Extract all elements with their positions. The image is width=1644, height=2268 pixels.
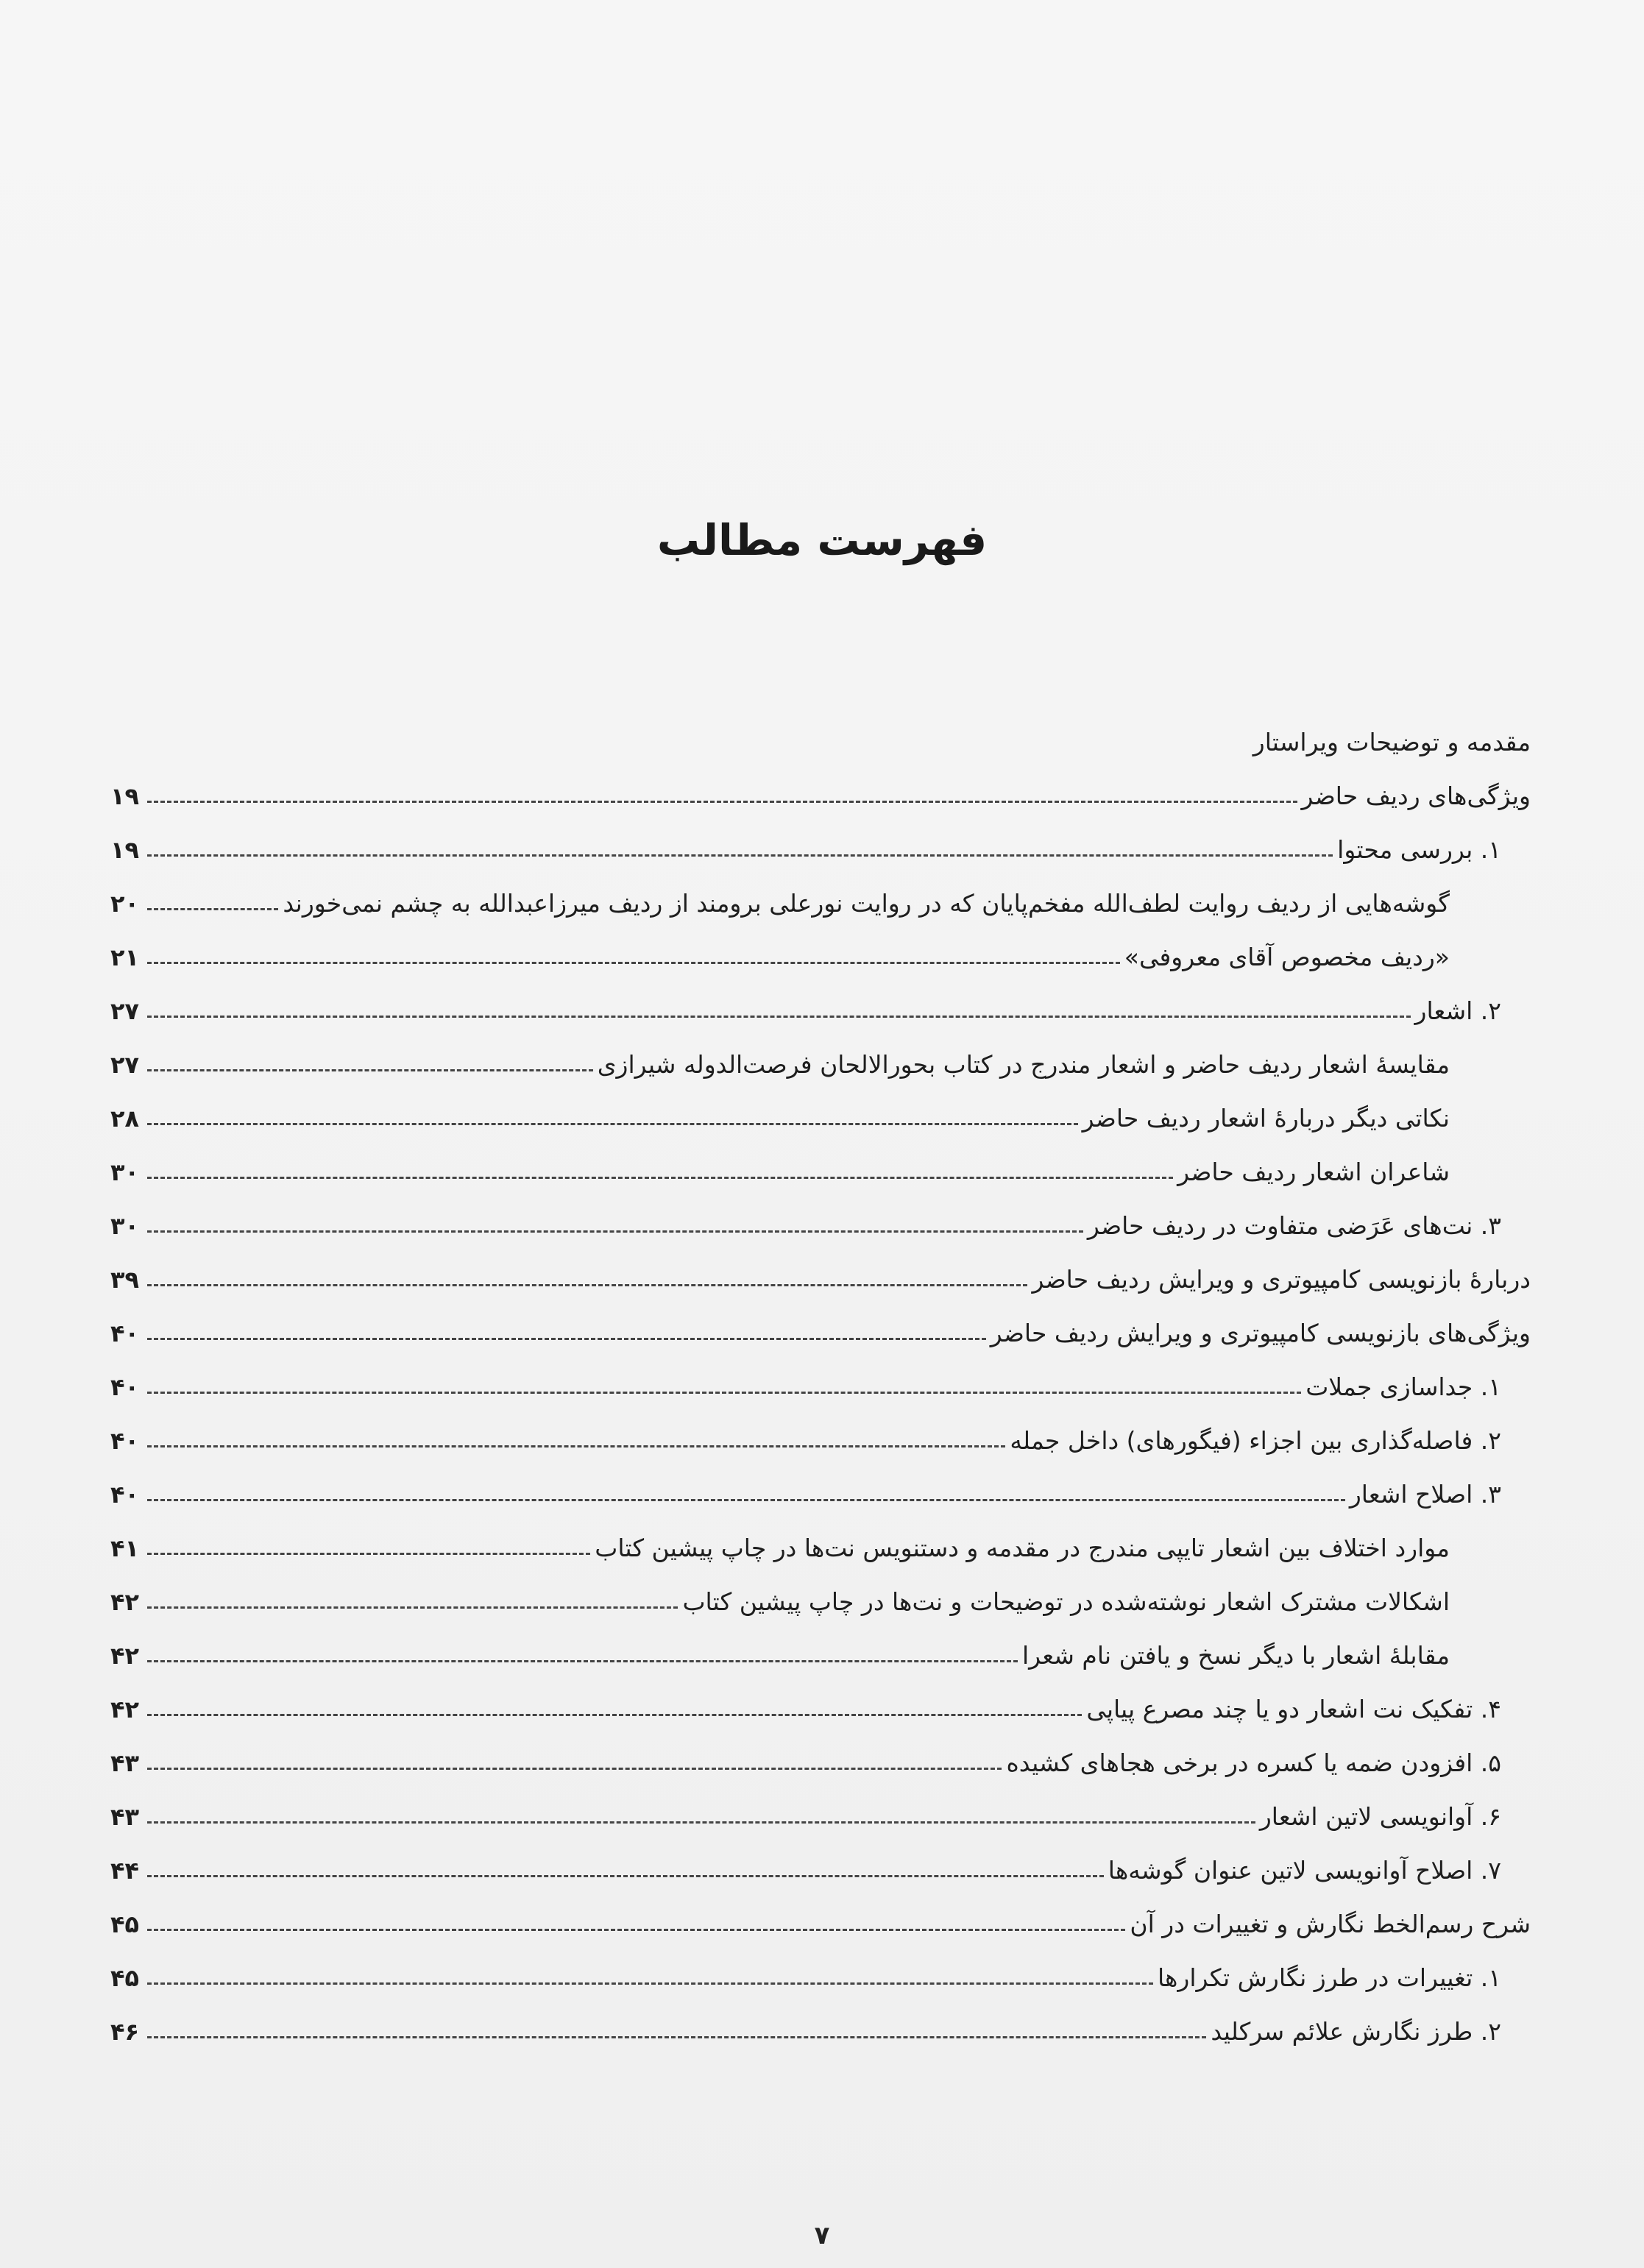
toc-entry[interactable] bbox=[110, 1360, 1531, 1414]
table-of-contents bbox=[110, 715, 1531, 2058]
dotted-leader bbox=[147, 1821, 1255, 1824]
toc-entry[interactable] bbox=[110, 769, 1531, 823]
page-title: فهرست مطالب bbox=[656, 515, 988, 565]
toc-entry[interactable] bbox=[110, 1038, 1531, 1091]
toc-entry-label: مقابلهٔ اشعار با دیگر نسخ و یافتن نام شعرا bbox=[1022, 1641, 1450, 1670]
toc-entry-page: ۱۹ bbox=[110, 782, 140, 810]
toc-entry-label: ۳. اصلاح اشعار bbox=[1349, 1480, 1501, 1509]
toc-entry-page: ۲۸ bbox=[110, 1104, 140, 1133]
dotted-leader bbox=[147, 1445, 1005, 1447]
toc-entry-page: ۳۹ bbox=[110, 1265, 140, 1294]
toc-entry-label: ویژگی‌های بازنویسی کامپیوتری و ویرایش ردیف حاضر bbox=[990, 1319, 1531, 1347]
toc-entry-page: ۱۹ bbox=[110, 835, 140, 864]
toc-entry-page: ۴۱ bbox=[110, 1534, 140, 1562]
dotted-leader bbox=[147, 854, 1333, 857]
toc-entry-page: ۴۰ bbox=[110, 1372, 140, 1401]
toc-entry-label: موارد اختلاف بین اشعار تایپی مندرج در مقدمه و دستنویس نت‌ها در چاپ پیشین کتاب bbox=[595, 1534, 1450, 1562]
toc-entry[interactable] bbox=[110, 1951, 1531, 2005]
dotted-leader bbox=[147, 1982, 1153, 1985]
toc-entry-label: ۲. طرز نگارش علائم سرکلید bbox=[1211, 2017, 1501, 2046]
toc-entry-page: ۴۰ bbox=[110, 1426, 140, 1455]
toc-entry-label: ۲. اشعار bbox=[1414, 996, 1501, 1025]
toc-entry-label: اشکالات مشترک اشعار نوشته‌شده در توضیحات و نت‌ها در چاپ پیشین کتاب bbox=[682, 1587, 1450, 1616]
toc-entry-page: ۴۲ bbox=[110, 1641, 140, 1670]
dotted-leader bbox=[147, 1553, 590, 1555]
toc-entry-page: ۲۰ bbox=[110, 889, 140, 918]
toc-entry[interactable] bbox=[110, 715, 1531, 769]
toc-entry-page: ۲۷ bbox=[110, 1050, 140, 1079]
dotted-leader bbox=[147, 1338, 986, 1340]
toc-entry-label: شاعران اشعار ردیف حاضر bbox=[1177, 1158, 1450, 1186]
toc-entry[interactable] bbox=[110, 1736, 1531, 1790]
toc-entry[interactable] bbox=[110, 1306, 1531, 1360]
toc-entry-label: مقدمه و توضیحات ویراستار bbox=[1253, 728, 1531, 756]
dotted-leader bbox=[147, 2036, 1206, 2038]
toc-entry-page: ۴۰ bbox=[110, 1319, 140, 1347]
dotted-leader bbox=[147, 1499, 1345, 1501]
toc-entry-page: ۴۳ bbox=[110, 1748, 140, 1777]
toc-entry-page: ۴۰ bbox=[110, 1480, 140, 1509]
dotted-leader bbox=[147, 1284, 1027, 1286]
toc-entry-page: ۴۵ bbox=[110, 1910, 140, 1938]
toc-entry[interactable] bbox=[110, 1575, 1531, 1629]
toc-entry[interactable] bbox=[110, 1145, 1531, 1199]
dotted-leader bbox=[147, 1230, 1083, 1233]
toc-entry-label: ۷. اصلاح آوانویسی لاتین عنوان گوشه‌ها bbox=[1108, 1856, 1501, 1885]
toc-entry[interactable] bbox=[110, 2005, 1531, 2058]
dotted-leader bbox=[147, 1875, 1104, 1877]
toc-entry-page: ۴۲ bbox=[110, 1695, 140, 1723]
toc-entry-page: ۲۷ bbox=[110, 996, 140, 1025]
toc-entry[interactable] bbox=[110, 876, 1531, 930]
toc-entry-label: ۳. نت‌های عَرَضی متفاوت در ردیف حاضر bbox=[1087, 1211, 1501, 1240]
toc-entry-label: نکاتی دیگر دربارهٔ اشعار ردیف حاضر bbox=[1082, 1104, 1450, 1133]
toc-entry[interactable] bbox=[110, 1682, 1531, 1736]
dotted-leader bbox=[147, 1714, 1082, 1716]
toc-entry-page: ۴۴ bbox=[110, 1856, 140, 1885]
toc-entry-page: ۴۳ bbox=[110, 1802, 140, 1831]
dotted-leader bbox=[147, 1768, 1002, 1770]
toc-entry-page: ۴۶ bbox=[110, 2017, 140, 2046]
dotted-leader bbox=[147, 908, 278, 910]
toc-entry-label: ۱. جداسازی جملات bbox=[1305, 1372, 1501, 1401]
toc-entry-label: گوشه‌هایی از ردیف روایت لطف‌الله مفخم‌پایان که در روایت نورعلی برومند از ردیف میرزاعبدالله به چشم نمی‌خورند bbox=[283, 889, 1450, 918]
toc-entry-label: ۱. تغییرات در طرز نگارش تکرارها bbox=[1157, 1963, 1501, 1992]
toc-entry[interactable] bbox=[110, 984, 1531, 1038]
toc-entry[interactable] bbox=[110, 1467, 1531, 1521]
toc-entry[interactable] bbox=[110, 930, 1531, 984]
toc-entry-page: ۴۲ bbox=[110, 1587, 140, 1616]
toc-entry[interactable] bbox=[110, 1843, 1531, 1897]
toc-entry[interactable] bbox=[110, 1414, 1531, 1467]
dotted-leader bbox=[147, 1392, 1301, 1394]
toc-entry-page: ۳۰ bbox=[110, 1211, 140, 1240]
toc-entry[interactable] bbox=[110, 1091, 1531, 1145]
toc-entry-label: ۲. فاصله‌گذاری بین اجزاء (فیگورهای) داخل جمله bbox=[1010, 1426, 1501, 1455]
toc-entry[interactable] bbox=[110, 823, 1531, 876]
dotted-leader bbox=[147, 801, 1297, 803]
toc-entry[interactable] bbox=[110, 1897, 1531, 1951]
dotted-leader bbox=[147, 1929, 1125, 1931]
page-number: ۷ bbox=[814, 2221, 830, 2250]
dotted-leader bbox=[147, 1016, 1411, 1018]
dotted-leader bbox=[147, 1177, 1173, 1179]
toc-entry[interactable] bbox=[110, 1199, 1531, 1252]
toc-entry[interactable] bbox=[110, 1252, 1531, 1306]
toc-entry-label: ۱. بررسی محتوا bbox=[1337, 835, 1501, 864]
toc-entry-label: دربارهٔ بازنویسی کامپیوتری و ویرایش ردیف حاضر bbox=[1032, 1265, 1531, 1294]
dotted-leader bbox=[147, 1069, 593, 1071]
toc-entry-label: ۵. افزودن ضمه یا کسره در برخی هجاهای کشیده bbox=[1006, 1748, 1501, 1777]
toc-entry-label: ۶. آوانویسی لاتین اشعار bbox=[1259, 1802, 1501, 1831]
toc-entry-label: مقایسهٔ اشعار ردیف حاضر و اشعار مندرج در کتاب بحورالالحان فرصت‌الدوله شیرازی bbox=[597, 1050, 1450, 1079]
toc-entry[interactable] bbox=[110, 1629, 1531, 1682]
toc-entry-label: شرح رسم‌الخط نگارش و تغییرات در آن bbox=[1130, 1910, 1531, 1938]
dotted-leader bbox=[147, 962, 1120, 964]
dotted-leader bbox=[147, 1606, 678, 1609]
dotted-leader bbox=[147, 1123, 1078, 1125]
toc-entry-label: ویژگی‌های ردیف حاضر bbox=[1301, 782, 1531, 810]
toc-entry-label: ۴. تفکیک نت اشعار دو یا چند مصرع پیاپی bbox=[1086, 1695, 1501, 1723]
toc-entry[interactable] bbox=[110, 1790, 1531, 1843]
toc-entry[interactable] bbox=[110, 1521, 1531, 1575]
dotted-leader bbox=[147, 1660, 1018, 1662]
toc-entry-page: ۳۰ bbox=[110, 1158, 140, 1186]
toc-entry-label: «ردیف مخصوص آقای معروفی» bbox=[1124, 943, 1450, 971]
toc-entry-page: ۲۱ bbox=[110, 943, 140, 971]
toc-entry-page: ۴۵ bbox=[110, 1963, 140, 1992]
